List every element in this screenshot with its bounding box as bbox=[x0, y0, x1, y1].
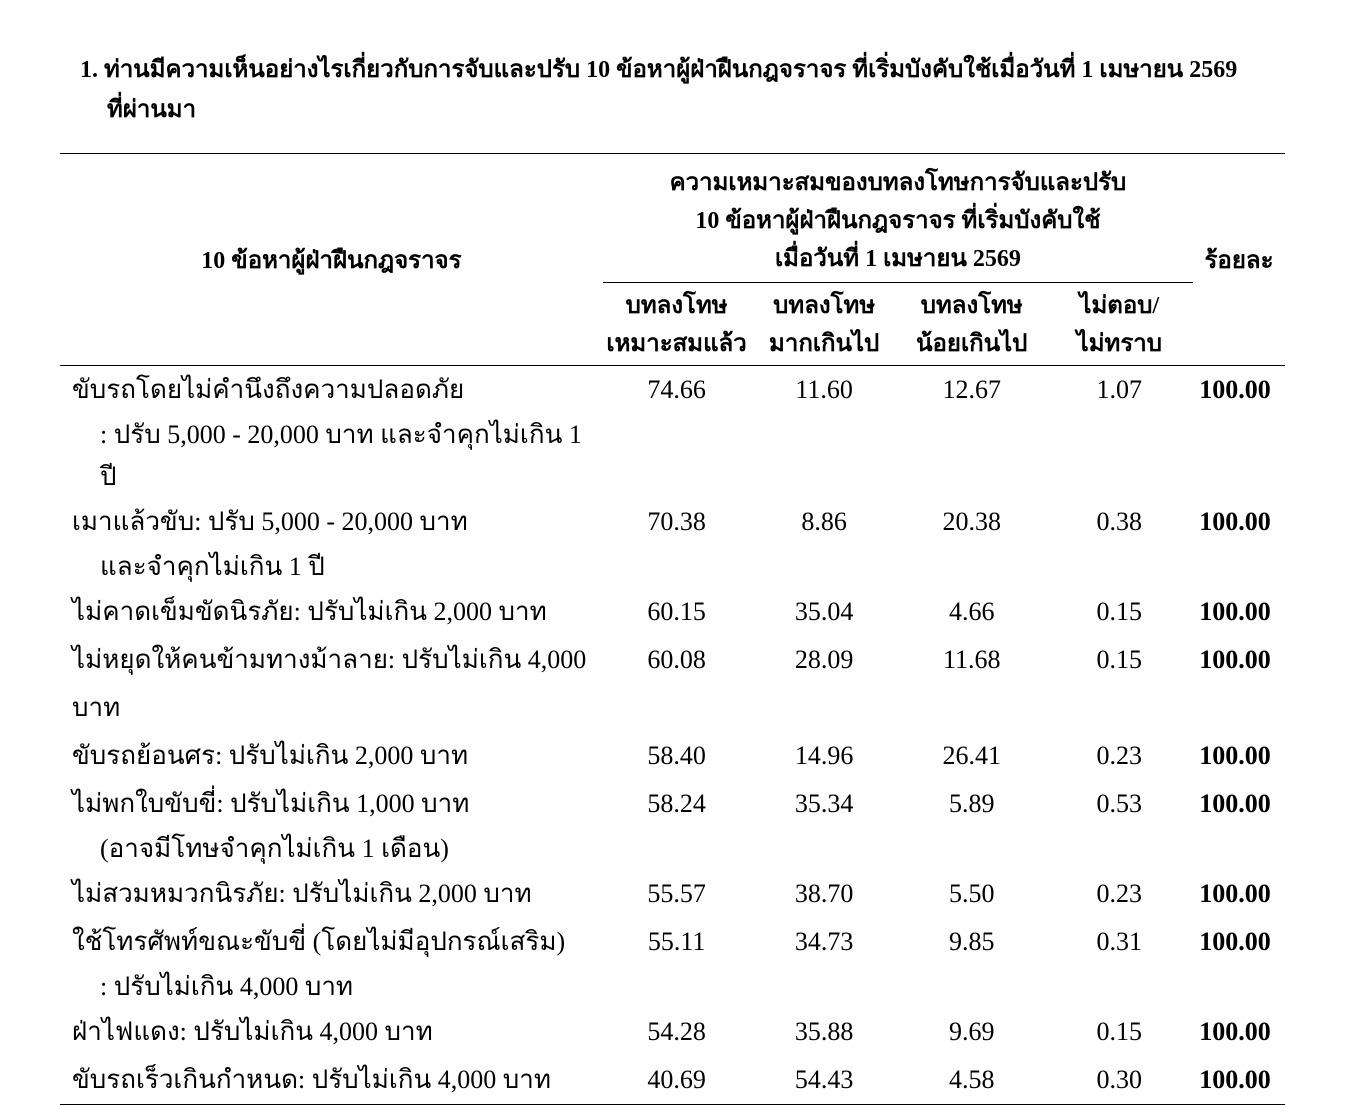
value-cell: 60.08 bbox=[647, 645, 706, 674]
value-cell: 0.53 bbox=[1096, 789, 1143, 818]
table-row bbox=[60, 366, 1285, 499]
offense-cell bbox=[60, 870, 603, 918]
column-header-line-1: บทลงโทษ bbox=[920, 293, 1023, 319]
value-cell: 5.89 bbox=[948, 789, 995, 818]
offense-cell bbox=[60, 1056, 603, 1105]
column-header-line-2: ไม่ทราบ bbox=[1076, 331, 1162, 357]
table-body bbox=[60, 366, 1285, 1105]
value-cell: 55.57 bbox=[647, 879, 706, 908]
table-row bbox=[60, 636, 1285, 732]
offense-label-continuation: : ปรับไม่เกิน 4,000 บาท bbox=[100, 972, 354, 1001]
group-header-line-2: 10 ข้อหาผู้ฝ่าฝืนกฎจราจร ที่เริ่มบังคับใช้ bbox=[695, 208, 1101, 234]
table-row bbox=[60, 498, 1285, 588]
value-cell: 74.66 bbox=[647, 375, 706, 404]
value-cell: 12.67 bbox=[942, 375, 1001, 404]
value-cell: 28.09 bbox=[794, 645, 854, 674]
value-cell: 54.43 bbox=[750, 1056, 898, 1105]
table-row bbox=[60, 870, 1285, 918]
offense-label: ไม่สวมหมวกนิรภัย: ปรับไม่เกิน 2,000 บาท bbox=[72, 879, 532, 908]
total-percent-cell: 100.00 bbox=[1199, 597, 1271, 626]
column-header-no-answer bbox=[1046, 283, 1194, 366]
column-header-line-2: มากเกินไป bbox=[769, 331, 880, 357]
offense-cell bbox=[60, 1008, 603, 1056]
question-line-2: ที่ผ่านมา bbox=[107, 97, 197, 123]
value-cell: 4.58 bbox=[898, 1056, 1046, 1105]
value-cell: 35.04 bbox=[794, 597, 854, 626]
table-row bbox=[60, 1056, 1285, 1105]
table-row bbox=[60, 1008, 1285, 1056]
group-header bbox=[603, 154, 1193, 283]
value-cell: 9.69 bbox=[948, 1017, 995, 1046]
question-title bbox=[80, 52, 1310, 128]
value-cell: 0.23 bbox=[1096, 879, 1143, 908]
offense-cell bbox=[60, 780, 603, 870]
offense-label: ขับรถย้อนศร: ปรับไม่เกิน 2,000 บาท bbox=[72, 741, 469, 770]
question-line-1: 1. ท่านมีความเห็นอย่างไรเกี่ยวกับการจับและปรับ 10 ข้อหาผู้ฝ่าฝืนกฎจราจร ที่เริ่มบังคับใช้เมื่อวันที่ 1 เมษายน 2569 bbox=[80, 57, 1238, 83]
value-cell: 20.38 bbox=[942, 507, 1001, 536]
group-header-line-3: เมื่อวันที่ 1 เมษายน 2569 bbox=[774, 246, 1021, 272]
column-header-appropriate bbox=[603, 283, 751, 366]
total-percent-cell: 100.00 bbox=[1199, 879, 1271, 908]
value-cell: 0.30 bbox=[1046, 1056, 1194, 1105]
value-cell: 0.38 bbox=[1096, 507, 1143, 536]
value-cell: 58.40 bbox=[647, 741, 706, 770]
value-cell: 5.50 bbox=[948, 879, 995, 908]
survey-table bbox=[60, 153, 1285, 1105]
offense-cell bbox=[60, 588, 603, 636]
column-header-line-2: น้อยเกินไป bbox=[916, 331, 1028, 357]
value-cell: 26.41 bbox=[942, 741, 1001, 770]
value-cell: 40.69 bbox=[603, 1056, 751, 1105]
value-cell: 9.85 bbox=[948, 927, 995, 956]
value-cell: 58.24 bbox=[647, 789, 706, 818]
column-header-too-high bbox=[750, 283, 898, 366]
offense-cell bbox=[60, 636, 603, 732]
value-cell: 0.15 bbox=[1096, 597, 1143, 626]
value-cell: 0.31 bbox=[1096, 927, 1143, 956]
value-cell: 0.23 bbox=[1096, 741, 1143, 770]
value-cell: 0.15 bbox=[1096, 1017, 1143, 1046]
value-cell: 1.07 bbox=[1096, 375, 1143, 404]
offense-label-continuation: : ปรับ 5,000 - 20,000 บาท และจำคุกไม่เกิน 1 ปี bbox=[100, 420, 582, 491]
value-cell: 54.28 bbox=[647, 1017, 706, 1046]
column-header-too-low bbox=[898, 283, 1046, 366]
percent-column-header: ร้อยละ bbox=[1193, 154, 1285, 366]
value-cell: 70.38 bbox=[647, 507, 706, 536]
value-cell: 11.60 bbox=[795, 375, 853, 404]
column-header-line-1: บทลงโทษ bbox=[773, 293, 876, 319]
total-percent-cell: 100.00 bbox=[1199, 507, 1271, 536]
offense-label: ไม่หยุดให้คนข้ามทางม้าลาย: ปรับไม่เกิน 4,000 บาท bbox=[72, 645, 587, 722]
offense-cell bbox=[60, 732, 603, 780]
offense-label-continuation: (อาจมีโทษจำคุกไม่เกิน 1 เดือน) bbox=[100, 834, 449, 863]
value-cell: 35.34 bbox=[794, 789, 854, 818]
total-percent-cell: 100.00 bbox=[1199, 1017, 1271, 1046]
value-cell: 0.15 bbox=[1096, 645, 1143, 674]
column-header-line-1: บทลงโทษ bbox=[625, 293, 728, 319]
total-percent-cell: 100.00 bbox=[1199, 645, 1271, 674]
offense-cell bbox=[60, 498, 603, 588]
offense-cell bbox=[60, 918, 603, 1008]
total-percent-cell: 100.00 bbox=[1199, 741, 1271, 770]
table-row bbox=[60, 588, 1285, 636]
offense-label: ใช้โทรศัพท์ขณะขับขี่ (โดยไม่มีอุปกรณ์เสริม) bbox=[72, 927, 566, 956]
offense-label: ไม่พกใบขับขี่: ปรับไม่เกิน 1,000 บาท bbox=[72, 789, 470, 818]
table-row bbox=[60, 732, 1285, 780]
total-percent-cell: 100.00 bbox=[1193, 1056, 1285, 1105]
column-header-line-1: ไม่ตอบ/ bbox=[1079, 293, 1160, 319]
value-cell: 35.88 bbox=[794, 1017, 854, 1046]
table-row bbox=[60, 780, 1285, 870]
value-cell: 34.73 bbox=[794, 927, 854, 956]
offense-label: ฝ่าไฟแดง: ปรับไม่เกิน 4,000 บาท bbox=[72, 1017, 433, 1046]
group-header-line-1: ความเหมาะสมของบทลงโทษการจับและปรับ bbox=[669, 170, 1127, 196]
offense-label: ขับรถโดยไม่คำนึงถึงความปลอดภัย bbox=[72, 375, 465, 404]
total-percent-cell: 100.00 bbox=[1199, 375, 1271, 404]
offense-label: เมาแล้วขับ: ปรับ 5,000 - 20,000 บาท bbox=[72, 507, 468, 536]
total-percent-cell: 100.00 bbox=[1199, 927, 1271, 956]
value-cell: 14.96 bbox=[794, 741, 854, 770]
offense-label: ไม่คาดเข็มขัดนิรภัย: ปรับไม่เกิน 2,000 บาท bbox=[72, 597, 547, 626]
offense-label: ขับรถเร็วเกินกำหนด: ปรับไม่เกิน 4,000 บาท bbox=[72, 1065, 552, 1094]
item-column-header: 10 ข้อหาผู้ฝ่าฝืนกฎจราจร bbox=[60, 154, 603, 366]
offense-label-continuation: และจำคุกไม่เกิน 1 ปี bbox=[100, 552, 325, 581]
value-cell: 4.66 bbox=[948, 597, 995, 626]
value-cell: 11.68 bbox=[942, 645, 1001, 674]
column-header-line-2: เหมาะสมแล้ว bbox=[606, 331, 747, 357]
value-cell: 38.70 bbox=[794, 879, 854, 908]
offense-cell bbox=[60, 366, 603, 499]
value-cell: 55.11 bbox=[647, 927, 706, 956]
value-cell: 8.86 bbox=[801, 507, 847, 536]
total-percent-cell: 100.00 bbox=[1199, 789, 1271, 818]
value-cell: 60.15 bbox=[647, 597, 706, 626]
table-row bbox=[60, 918, 1285, 1008]
